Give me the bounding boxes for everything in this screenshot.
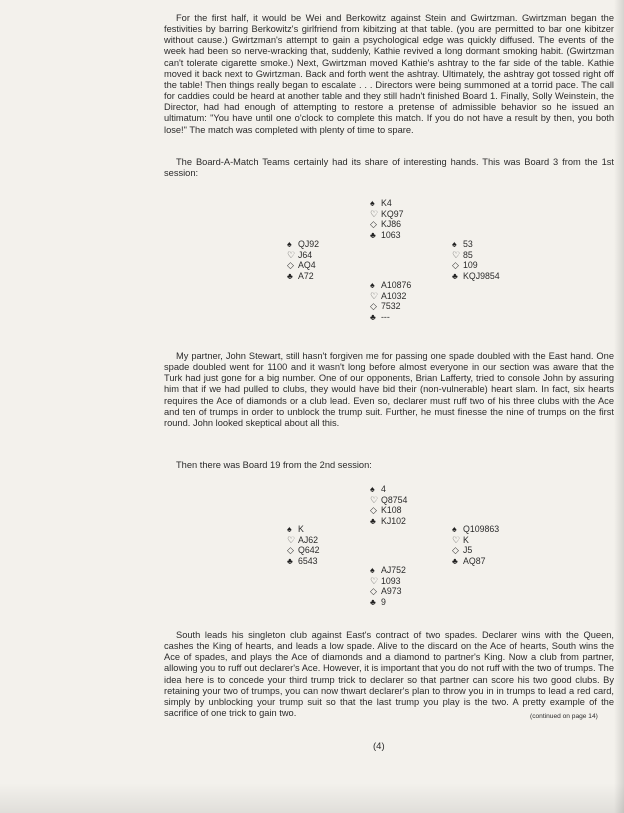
suit-holding-row [370, 484, 407, 495]
card-holding: Q642 [298, 545, 320, 556]
suit-holding-row [370, 597, 406, 608]
suit-holding-row [370, 576, 406, 587]
card-holding: 1063 [381, 229, 401, 240]
diamond-suit-icon: ◇ [287, 260, 294, 271]
card-holding: A10876 [381, 280, 412, 290]
suit-holding-row [452, 239, 500, 250]
diamond-suit-icon: ◇ [370, 505, 377, 516]
card-holding: AJ752 [381, 565, 406, 575]
hand-west [287, 524, 320, 566]
hand-south [370, 280, 411, 322]
heart-suit-icon: ♡ [370, 575, 379, 586]
club-suit-icon: ♣ [370, 311, 376, 322]
diamond-suit-icon: ◇ [452, 260, 459, 271]
page-bottom-shadow [0, 783, 624, 813]
suit-holding-row [452, 271, 500, 282]
spade-suit-icon: ♠ [452, 524, 457, 534]
suit-holding-row [287, 271, 319, 282]
card-holding: 6543 [298, 555, 318, 566]
card-holding: KQ97 [381, 208, 404, 219]
page-number: (4) [373, 741, 385, 752]
card-holding: A973 [381, 586, 402, 597]
diamond-suit-icon: ◇ [370, 219, 377, 230]
card-holding: J5 [463, 545, 473, 556]
card-holding: A1032 [381, 290, 407, 301]
card-holding: AQ4 [298, 260, 316, 271]
card-holding: Q109863 [463, 524, 500, 534]
paragraph-5: South leads his singleton club against East's contract of two spades. Declarer wins with the Queen, cashes the King of hearts, and leads a low spade. Alive to the discard on the Ace of hearts, South wins the Ace of spades, and plays the Ace of diamonds and a diamond to partner's King. Now a club from partner, allowing you to ruff out declarer's Ace. However, it is important that you do not ruff with the two of trumps. The idea here is to concede your third trump trick to declarer so that partner can score his two good clubs. By retaining your two of trumps, you can now thwart declarer's plan to throw you in in trumps to lead a red card, simply by unblocking your trump suit so that the last trump you play is the two. A pretty example of the sacrifice of one trick to gain two. [164, 630, 614, 719]
card-holding: --- [381, 311, 390, 322]
suit-holding-row [287, 535, 320, 546]
hand-west [287, 239, 319, 281]
suit-holding-row [452, 535, 499, 546]
card-holding: 7532 [381, 301, 401, 312]
suit-holding-row [287, 260, 319, 271]
paragraph-3: My partner, John Stewart, still hasn't forgiven me for passing one spade doubled with the East hand. One spade doubled went for 1100 and it wasn't long before almost everyone in our section was aware that the Turk had just gone for a big number. One of our opponents, Brian Lafferty, tried to console John by assuring him that if we had pulled to clubs, they would have bid their (non-vulnerable) heart slam. In fact, six hearts requires the Ace of diamonds or a club lead. Even so, declarer must ruff two of his three clubs with the Ace and ten of trumps in order to unblock the trump suit. Further, he must finesse the nine of trumps on the first round. John looked skeptical about all this. [164, 351, 614, 428]
card-holding: KJ102 [381, 515, 406, 526]
hand-east [452, 524, 499, 566]
suit-holding-row [452, 556, 499, 567]
continued-note: (continued on page 14) [530, 713, 598, 720]
card-holding: AJ62 [298, 534, 319, 545]
suit-holding-row [370, 230, 404, 241]
spade-suit-icon: ♠ [452, 239, 457, 249]
paragraph-2: The Board-A-Match Teams certainly had its share of interesting hands. This was Board 3 from the 1st session: [164, 157, 614, 179]
suit-holding-row [370, 280, 411, 291]
suit-holding-row [452, 545, 499, 556]
suit-holding-row [287, 556, 320, 567]
card-holding: 85 [463, 249, 473, 260]
spade-suit-icon: ♠ [287, 524, 292, 534]
card-holding: KJ86 [381, 219, 402, 230]
diamond-suit-icon: ◇ [287, 545, 294, 556]
heart-suit-icon: ♡ [370, 290, 379, 301]
card-holding: K108 [381, 505, 402, 516]
heart-suit-icon: ♡ [452, 534, 461, 545]
suit-holding-row [370, 586, 406, 597]
card-holding: J64 [298, 249, 313, 260]
suit-holding-row [370, 516, 407, 527]
suit-holding-row [287, 250, 319, 261]
card-holding: 9 [381, 596, 386, 607]
spade-suit-icon: ♠ [370, 565, 375, 575]
card-holding: 109 [463, 260, 478, 271]
suit-holding-row [370, 209, 404, 220]
spade-suit-icon: ♠ [370, 280, 375, 290]
suit-holding-row [287, 524, 320, 535]
card-holding: Q8754 [381, 494, 408, 505]
paragraph-1: For the first half, it would be Wei and Berkowitz against Stein and Gwirtzman. Gwirtzman began the festivities by barring Berkowitz's girlfriend from kibitzing at that table. (you are permitted to bar one kibitzer without cause.) Gwirtzman's attempt to gain a psychological edge was quickly diffused. The events of the week had been so nerve-wracking that, suddenly, Kathie revived a long dormant smoking habit. (Gwirtzman can't tolerate cigarette smoke.) Next, Gwirtzman moved Kathie's ashtray to the far side of the table. Kathie moved it back next to Gwirtzman. Back and forth went the ashtray. Ultimately, the ashtray got tossed right off the table! Then things really began to escalate . . . Directors were being summoned at a torrid pace. The call for caddies could be heard at another table and they still hadn't finished Board 1. Finally, Solly Weinstein, the Director, had had enough of attempting to restore a pretense of admissible behavior so he issued an ultimatum: "You have until one o'clock to complete this match. If you do not have a result by then, you both lose!" The match was completed with plenty of time to spare. [164, 13, 614, 135]
suit-holding-row [370, 198, 404, 209]
hand-south [370, 565, 406, 607]
heart-suit-icon: ♡ [370, 494, 379, 505]
hand-north [370, 484, 407, 526]
diamond-suit-icon: ◇ [370, 586, 377, 597]
suit-holding-row [370, 312, 411, 323]
club-suit-icon: ♣ [370, 596, 376, 607]
spade-suit-icon: ♠ [287, 239, 292, 249]
suit-holding-row [370, 505, 407, 516]
card-holding: K4 [381, 198, 392, 208]
card-holding: 4 [381, 484, 386, 494]
club-suit-icon: ♣ [452, 270, 458, 281]
card-holding: AQ87 [463, 555, 486, 566]
heart-suit-icon: ♡ [452, 249, 461, 260]
club-suit-icon: ♣ [287, 555, 293, 566]
card-holding: 53 [463, 239, 473, 249]
club-suit-icon: ♣ [452, 555, 458, 566]
suit-holding-row [452, 524, 499, 535]
club-suit-icon: ♣ [370, 229, 376, 240]
spade-suit-icon: ♠ [370, 198, 375, 208]
suit-holding-row [370, 219, 404, 230]
card-holding: A72 [298, 270, 314, 281]
card-holding: KQJ9854 [463, 270, 500, 281]
spade-suit-icon: ♠ [370, 484, 375, 494]
suit-holding-row [370, 301, 411, 312]
heart-suit-icon: ♡ [287, 534, 296, 545]
hand-east [452, 239, 500, 281]
card-holding: QJ92 [298, 239, 320, 249]
heart-suit-icon: ♡ [370, 208, 379, 219]
club-suit-icon: ♣ [287, 270, 293, 281]
paragraph-4: Then there was Board 19 from the 2nd session: [176, 460, 372, 470]
card-holding: 1093 [381, 575, 401, 586]
diamond-suit-icon: ◇ [370, 301, 377, 312]
suit-holding-row [287, 545, 320, 556]
heart-suit-icon: ♡ [287, 249, 296, 260]
club-suit-icon: ♣ [370, 515, 376, 526]
hand-north [370, 198, 404, 240]
suit-holding-row [370, 565, 406, 576]
diamond-suit-icon: ◇ [452, 545, 459, 556]
suit-holding-row [452, 260, 500, 271]
card-holding: K [463, 534, 469, 545]
card-holding: K [298, 524, 304, 534]
page-edge-shadow [614, 0, 624, 813]
suit-holding-row [370, 291, 411, 302]
suit-holding-row [287, 239, 319, 250]
suit-holding-row [370, 495, 407, 506]
suit-holding-row [452, 250, 500, 261]
